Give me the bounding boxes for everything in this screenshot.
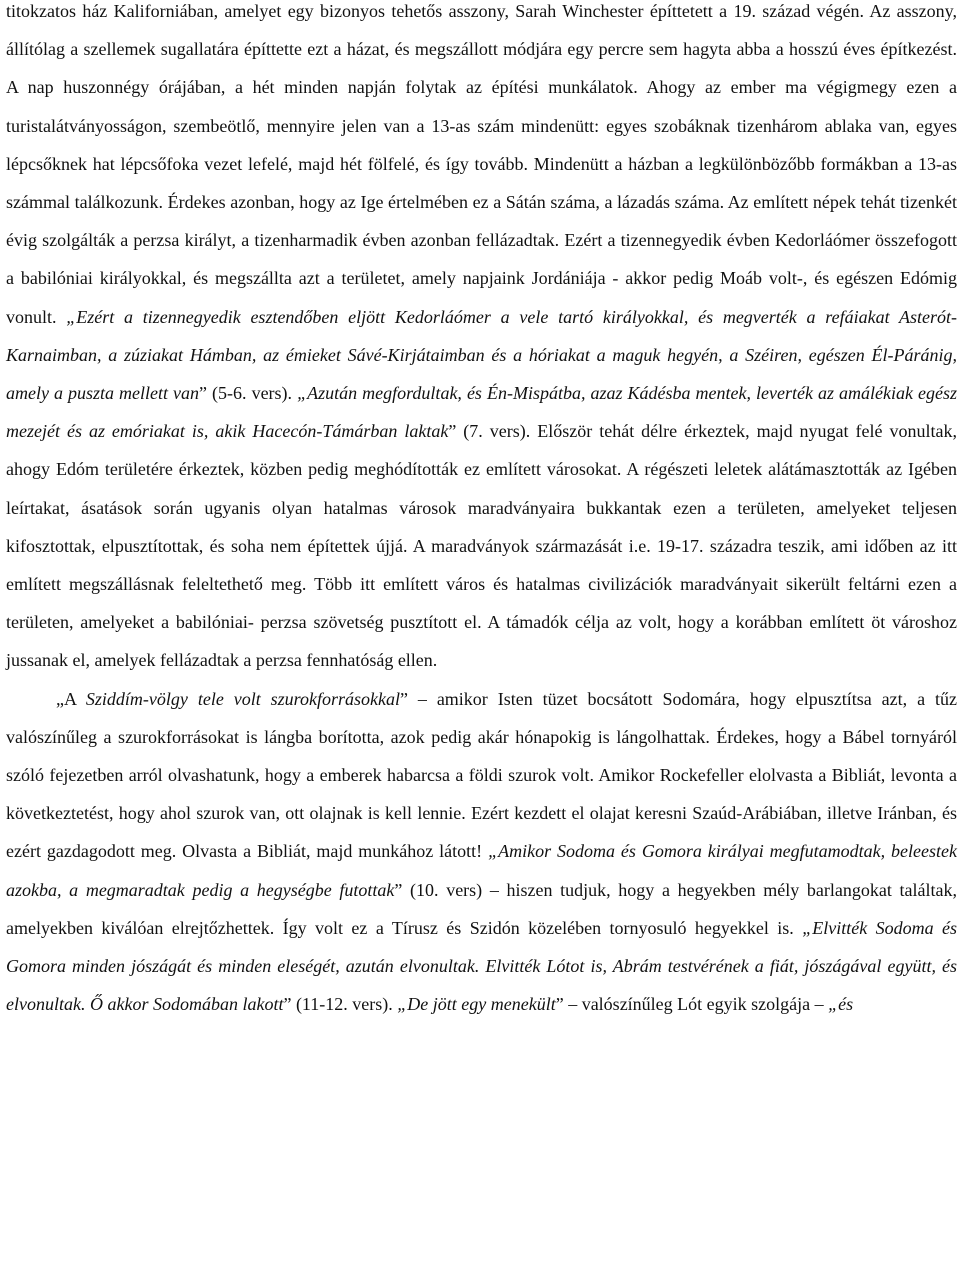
- paragraph: [6, 680, 957, 1024]
- bible-quote: „Amikor Sodoma és Gomora királyai megfutamodtak, beleestek azokba, a megmaradtak pedig a hegységbe futottak: [6, 841, 957, 900]
- text-segment: ” (5-6. vers).: [199, 383, 298, 404]
- paragraph: [6, 0, 957, 680]
- bible-quote: „Elvitték Sodoma és Gomora minden jószágát és minden eleségét, azután elvonultak. Elvitték Lótot is, Abrám testvérének a fiát, jószágával együtt, és elvonultak. Ő akkor Sodomában lakott: [6, 917, 957, 1015]
- bible-quote: „és: [828, 994, 854, 1015]
- text-segment: ” – amikor Isten tüzet bocsátott Sodomára, hogy elpusztítsa azt, a tűz valószínűleg a szurokforrásokat is lángba borította, azok pedig akár hónapokig is lángolhattak. Érdekes, hogy a Bábel tornyáról szóló fejezetben arról olvashatunk, hogy a emberek habarcsa a földi szurok volt. Amikor Rockefeller elolvasta a Bibliát, levonta a következtetést, hogy ahol szurok van, ott olajnak is kell lennie. Ezért kezdett el olajat keresni Szaúd-Arábiában, illetve Iránban, és ezért gazdagodott meg. Olvasta a Bibliát, majd munkához látott!: [6, 688, 957, 862]
- text-segment: titokzatos ház Kaliforniában, amelyet egy bizonyos tehetős asszony, Sarah Winchester építtetett a 19. század végén. Az asszony, állítólag a szellemek sugallatára építtette ezt a házat, és megszállott módjára egy percre sem hagyta abba a hosszú éves építkezést. A nap huszonnégy órájában, a hét minden napján folytak az építési munkálatok. Ahogy az ember ma végigmegy ezen a turistalátványosságon, szembeötlő, mennyire jelen van a 13-as szám mindenütt: egyes szobáknak tizenhárom ablaka van, egyes lépcsőknek hat lépcsőfoka vezet lefelé, majd hét fölfelé, és így tovább. Mindenütt a házban a legkülönbözőbb formákban a 13-as számmal találkozunk. Érdekes azonban, hogy az Ige értelmében ez a Sátán száma, a lázadás száma. Az említett népek tehát tizenkét évig szolgálták a perzsa királyt, a tizenharmadik évben azonban fellázadtak. Ezért a tizennegyedik évben Kedorláómer összefogott a babilóniai királyokkal, és megszállta azt a területet, amely napjaink Jordániája - akkor pedig Moáb volt-, és egészen Edómig vonult.: [6, 1, 957, 327]
- bible-quote: „Azután megfordultak, és Én-Mispátba, azaz Kádésba mentek, leverték az amálékiak egész mezejét és az emóriakat is, akik Hacecón-Támárban laktak: [6, 383, 957, 442]
- bible-quote: „Ezért a tizennegyedik esztendőben eljött Kedorláómer a vele tartó királyokkal, és megverték a refáiakat Asterót-Karnaimban, a zúziakat Hámban, az émieket Sávé-Kirjátaimban és a hóriakat a maguk hegyén, a Széiren, egészen Él-Páránig, amely a puszta mellett van: [6, 306, 957, 404]
- text-segment: ” – valószínűleg Lót egyik szolgája –: [555, 994, 829, 1015]
- text-segment: „A: [56, 688, 86, 709]
- text-segment: ” (7. vers). Először tehát délre érkeztek, majd nyugat felé vonultak, ahogy Edóm területére érkeztek, közben pedig meghódították ez említett városokat. A régészeti leletek alátámasztották az Igében leírtakat, ásatások során ugyanis olyan hatalmas városok maradványaira bukkantak ezen a területen, amelyeket teljesen kifosztottak, elpusztítottak, és soha nem építettek újjá. A maradványok származását i.e. 19-17. századra teszik, ami időben az itt említett megszállásnak feleltethető meg. Több itt említett város és hatalmas civilizációk maradványait sikerült feltárni ezen a területen, amelyeket a babilóniai- perzsa szövetség pusztított el. A támadók célja az volt, hogy a korábban említett öt városhoz jussanak el, amelyek fellázadtak a perzsa fennhatóság ellen.: [6, 421, 957, 671]
- bible-quote: „De jött egy menekült: [397, 994, 556, 1015]
- document-page: [6, 0, 957, 1023]
- bible-quote: Sziddím-völgy tele volt szurokforrásokkal: [85, 688, 400, 709]
- text-segment: ” (11-12. vers).: [283, 994, 398, 1015]
- text-segment: ” (10. vers) – hiszen tudjuk, hogy a hegyekben mély barlangokat találtak, amelyekben kiválóan elrejtőzhettek. Így volt ez a Tírusz és Szidón közelében tornyosuló hegyekkel is.: [6, 879, 957, 938]
